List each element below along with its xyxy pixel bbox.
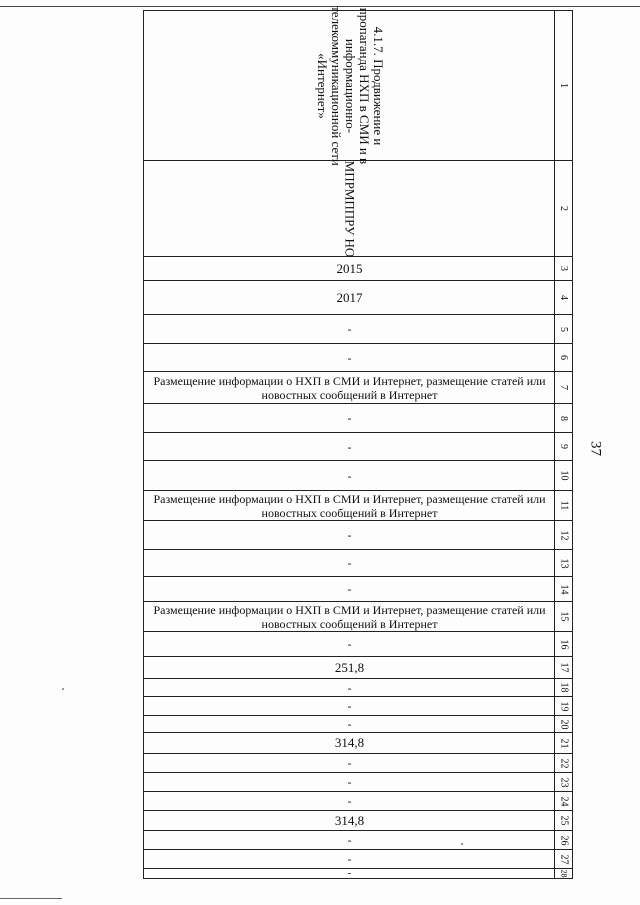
row-number: 21	[554, 733, 572, 753]
row-number: 22	[554, 754, 572, 772]
row-number: 11	[554, 491, 572, 520]
page-number: 37	[587, 441, 604, 456]
table-row	[144, 733, 572, 754]
end-year-cell: 2017	[336, 289, 363, 305]
table-row	[144, 754, 572, 773]
table-row	[144, 491, 572, 521]
result-description-cell: Размещение информации о НХП в СМИ и Интернет, размещение статей или новостных сообщений в Интернет	[153, 491, 546, 520]
table-cell: -	[347, 794, 352, 808]
row-number: 7	[554, 372, 572, 403]
table-row	[144, 521, 572, 550]
measure-line: телекоммуникационной сети	[328, 5, 344, 166]
table-cell: -	[347, 439, 352, 454]
measure-line: 4.1.7. Продвижение и	[370, 26, 386, 145]
table-row	[144, 602, 572, 632]
table-cell: -	[347, 322, 352, 336]
table-cell: -	[347, 582, 352, 596]
row-number: 8	[554, 404, 572, 432]
start-year-cell: 2015	[336, 260, 363, 276]
program-table	[143, 5, 573, 879]
table-cell: -	[347, 852, 352, 866]
row-number: 26	[554, 831, 572, 849]
row-number: 23	[554, 773, 572, 791]
result-description-cell: Размещение информации о НХП в СМИ и Интернет, размещение статей или новостных сообщений в Интернет	[153, 373, 546, 402]
amount-cell: 314,8	[334, 812, 365, 828]
scan-speck	[461, 843, 463, 845]
row-number: 27	[554, 850, 572, 868]
scan-edge-mark	[0, 898, 62, 899]
table-row	[144, 281, 572, 315]
row-number: 9	[554, 433, 572, 460]
table-row	[144, 404, 572, 433]
measure-name-text	[315, 6, 385, 166]
table-row	[144, 577, 572, 602]
row-number: 24	[554, 792, 572, 810]
row-number: 5	[554, 315, 572, 343]
table-cell: -	[347, 637, 352, 651]
table-cell: -	[347, 867, 352, 879]
table-cell: -	[347, 468, 352, 483]
row-number: 1	[554, 11, 572, 160]
table-row	[144, 869, 572, 878]
table-row	[144, 344, 572, 372]
table-row	[144, 792, 572, 811]
table-cell: -	[347, 411, 352, 425]
table-cell: -	[347, 680, 352, 695]
row-number: 12	[554, 521, 572, 549]
table-row	[144, 5, 572, 166]
table-cell: -	[347, 528, 352, 542]
row-number: 19	[554, 697, 572, 715]
table-row	[144, 716, 572, 733]
table-cell: -	[347, 833, 352, 847]
table-row	[144, 461, 572, 491]
table-row	[144, 773, 572, 792]
table-row	[144, 657, 572, 679]
table-cell: -	[347, 756, 352, 770]
table-row	[144, 161, 572, 257]
executor-text: МПРМППРУ НО	[342, 160, 358, 257]
row-number: 14	[554, 577, 572, 601]
row-number: 28	[554, 869, 572, 878]
table-cell: -	[347, 350, 352, 365]
row-number: 3	[554, 257, 572, 280]
row-number: 10	[554, 461, 572, 490]
result-description-cell: Размещение информации о НХП в СМИ и Интернет, размещение статей или новостных сообщений в Интернет	[153, 602, 546, 631]
row-number: 20	[554, 716, 572, 732]
scan-speck	[62, 688, 64, 690]
table-row	[144, 433, 572, 461]
executor-cell	[144, 161, 555, 256]
table-row	[144, 697, 572, 716]
row-number: 15	[554, 602, 572, 631]
table-row	[144, 632, 572, 657]
table-cell: -	[347, 717, 352, 731]
table-cell: -	[347, 699, 352, 713]
table-row	[144, 850, 572, 869]
measure-line: пропаганда НХП в СМИ и в	[356, 7, 372, 164]
table-row	[144, 811, 572, 831]
row-number: 25	[554, 811, 572, 830]
table-row	[144, 257, 572, 281]
table-row	[144, 550, 572, 577]
row-number: 16	[554, 632, 572, 656]
row-number: 2	[554, 161, 572, 256]
row-number: 13	[554, 550, 572, 576]
row-number: 18	[554, 679, 572, 696]
table-row	[144, 372, 572, 404]
measure-name-cell	[144, 5, 555, 166]
table-row	[144, 315, 572, 344]
table-row	[144, 831, 572, 850]
measure-line: «Интернет»	[314, 52, 330, 119]
measure-line: информационно-	[342, 38, 358, 133]
amount-cell: 314,8	[334, 735, 365, 750]
row-number: 4	[554, 281, 572, 314]
row-number: 6	[554, 344, 572, 371]
amount-cell: 251,8	[334, 659, 365, 675]
table-row	[144, 679, 572, 697]
table-cell: -	[347, 556, 352, 570]
table-cell: -	[347, 775, 352, 789]
row-number: 17	[554, 657, 572, 678]
